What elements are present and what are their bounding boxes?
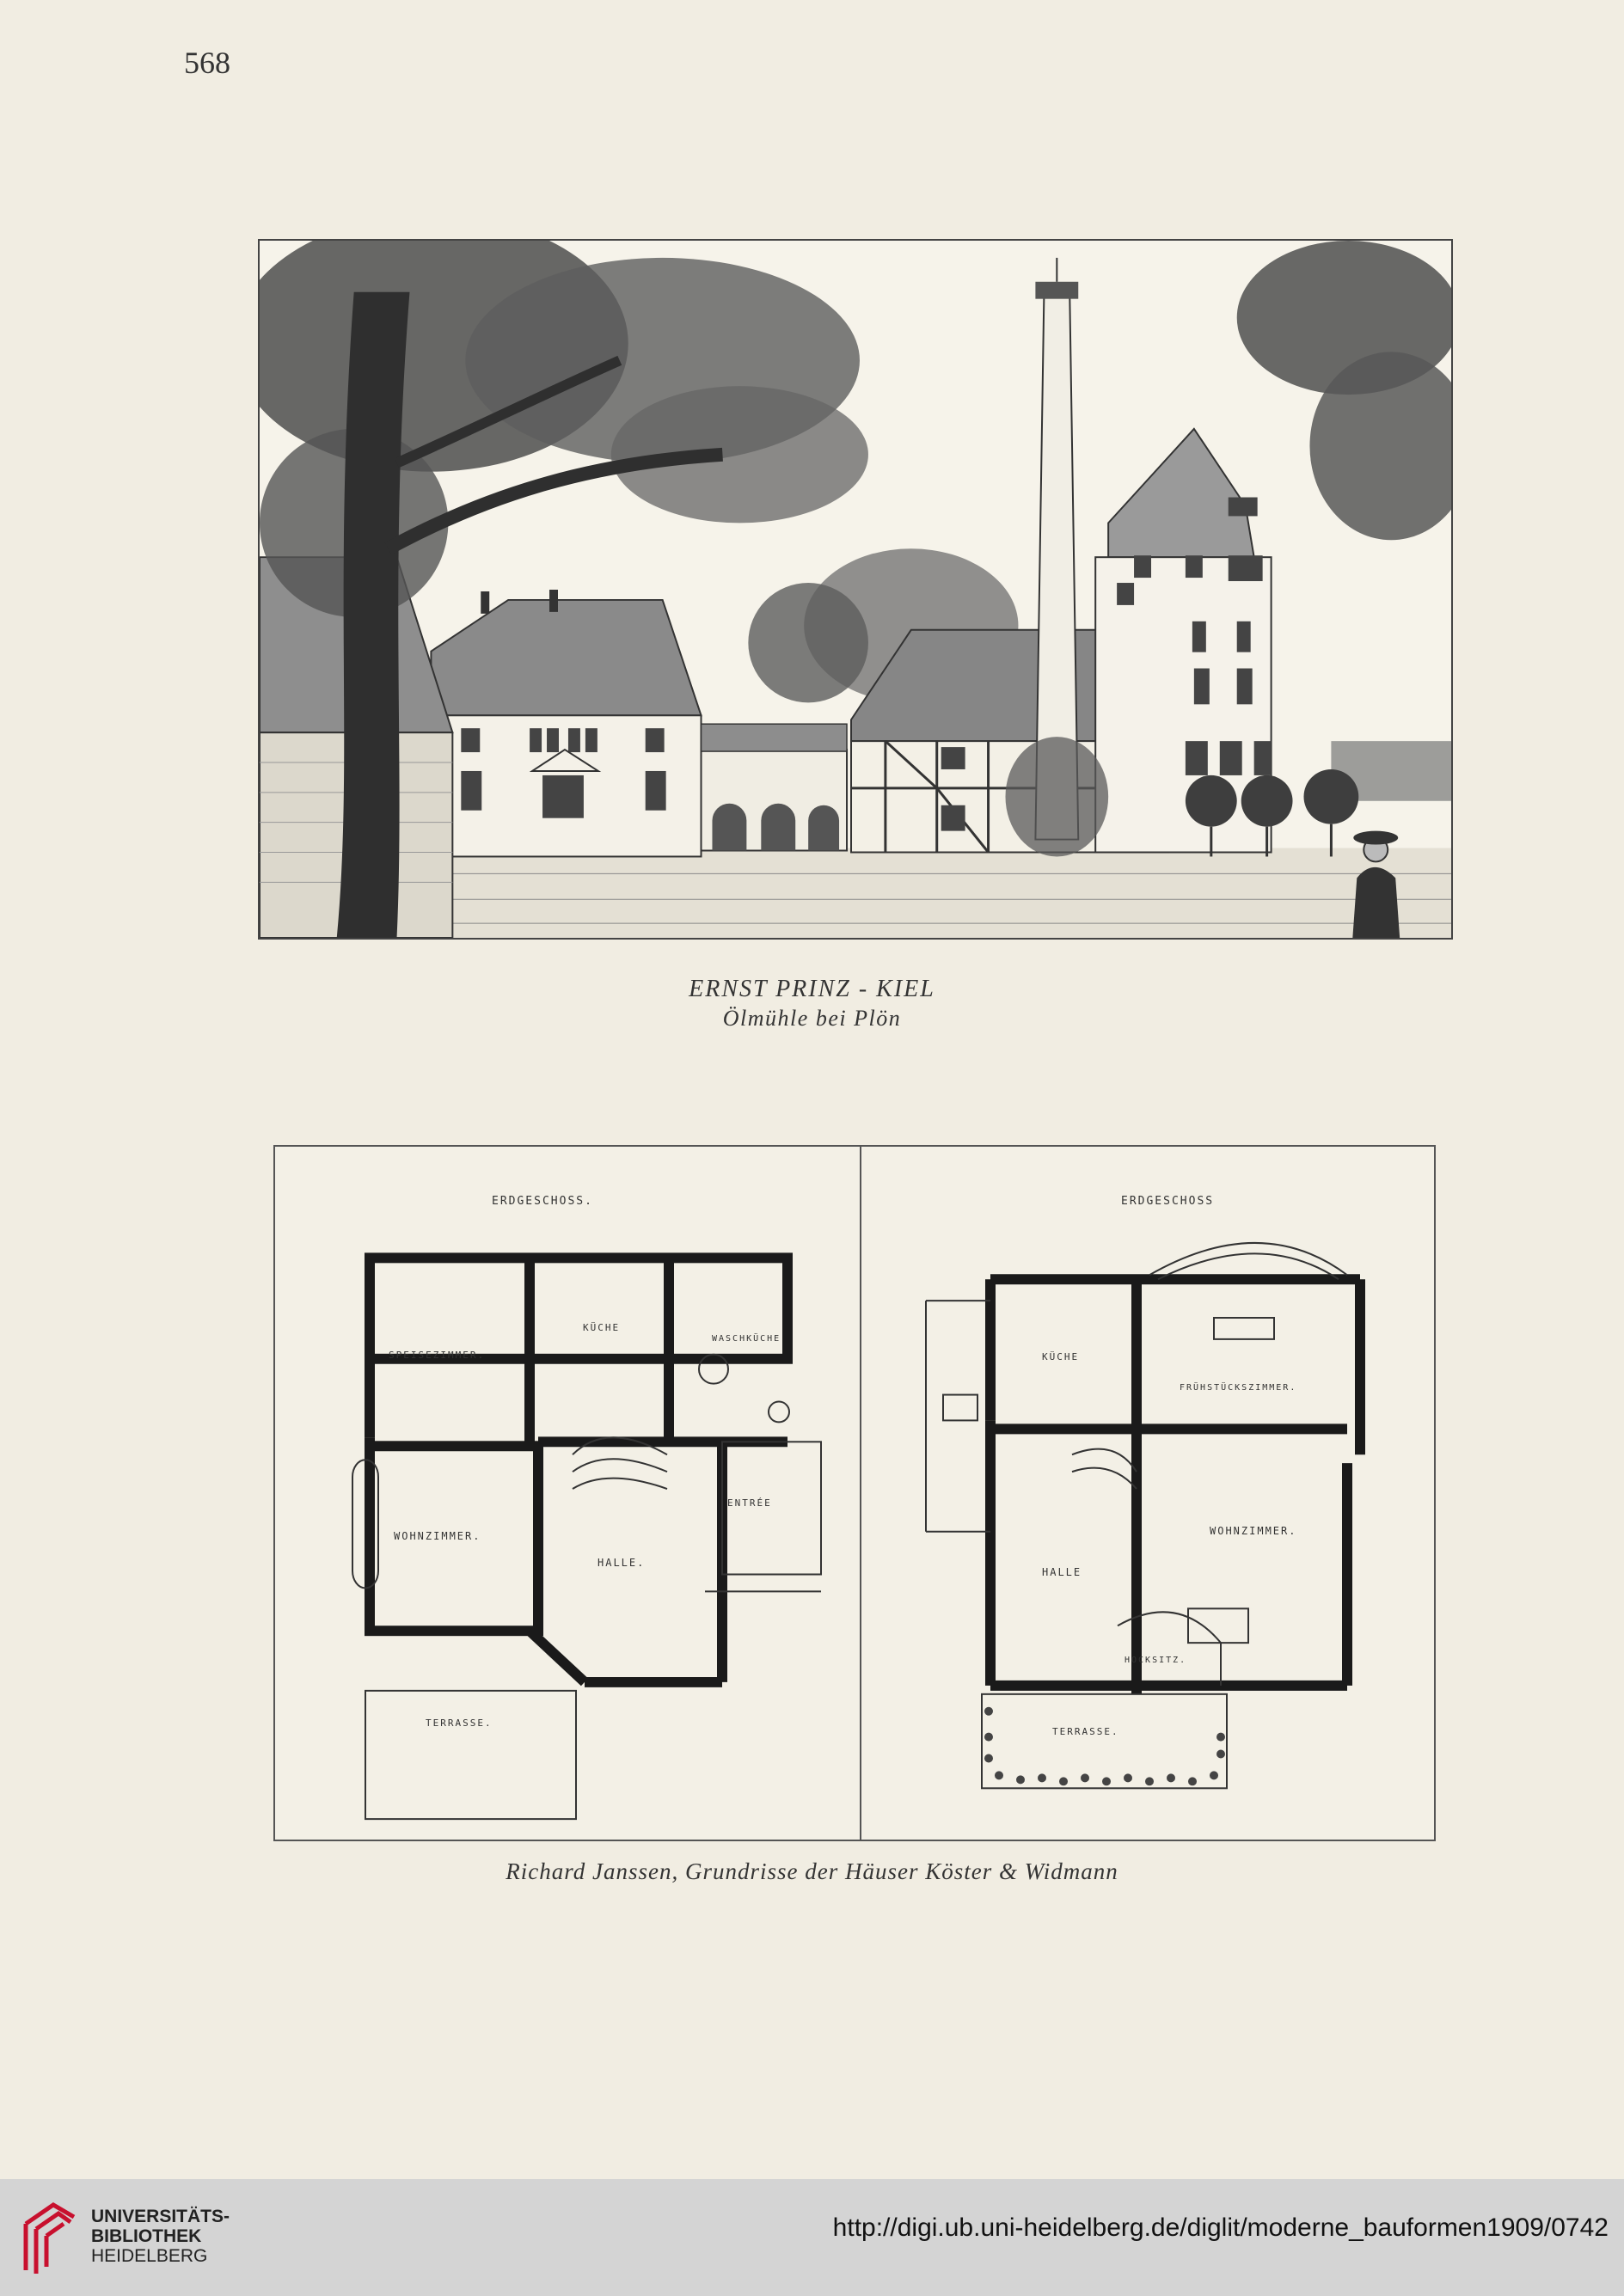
room-waschkueche: WASCHKÜCHE [712, 1334, 781, 1344]
plan-left-title: ERDGESCHOSS. [492, 1195, 593, 1208]
library-footer [0, 2179, 1624, 2296]
room-wohnzimmer: WOHNZIMMER. [394, 1530, 481, 1542]
room-hocksitz: HOCKSITZ. [1125, 1656, 1187, 1665]
library-name [91, 2207, 230, 2266]
room-kueche: KÜCHE [583, 1322, 621, 1333]
room-entree: ENTRÉE [727, 1497, 772, 1509]
room-fruehstueckszimmer: FRÜHSTÜCKSZIMMER. [1180, 1383, 1297, 1393]
floor-plans-frame [273, 1145, 1436, 1841]
library-line-3: HEIDELBERG [91, 2246, 208, 2266]
page-number: 568 [184, 46, 230, 80]
room-terrasse: TERRASSE. [426, 1717, 493, 1729]
permalink-url[interactable]: http://digi.ub.uni-heidelberg.de/diglit/moderne_bauformen1909/0742 [832, 2213, 1609, 2242]
library-line-2: BIBLIOTHEK [91, 2226, 202, 2246]
oelmuehle-illustration [258, 239, 1453, 940]
floor-plan-right [861, 1147, 1436, 1840]
library-line-1: UNIVERSITÄTS- [91, 2207, 230, 2226]
room-terrasse-right: TERRASSE. [1052, 1726, 1119, 1737]
oelmuehle-drawing [260, 241, 1451, 938]
floor-plans-caption: Richard Janssen, Grundrisse der Häuser Köster & Widmann [506, 1858, 1118, 1884]
illustration-author: ERNST PRINZ - KIEL [689, 976, 935, 1002]
plan-right-title: ERDGESCHOSS [1121, 1195, 1215, 1208]
floor-plan-left-drawing [275, 1147, 860, 1840]
illustration-subtitle: Ölmühle bei Plön [722, 1006, 902, 1031]
room-halle-right: HALLE [1042, 1566, 1082, 1578]
room-wohnzimmer-right: WOHNZIMMER. [1210, 1525, 1297, 1537]
room-halle: HALLE. [598, 1557, 646, 1569]
floor-plan-left [275, 1147, 860, 1840]
library-logo-icon [19, 2198, 81, 2277]
room-speisezimmer: SPEISEZIMMER. [389, 1350, 486, 1361]
floor-plan-right-drawing [861, 1147, 1436, 1840]
room-kueche-right: KÜCHE [1042, 1351, 1080, 1362]
